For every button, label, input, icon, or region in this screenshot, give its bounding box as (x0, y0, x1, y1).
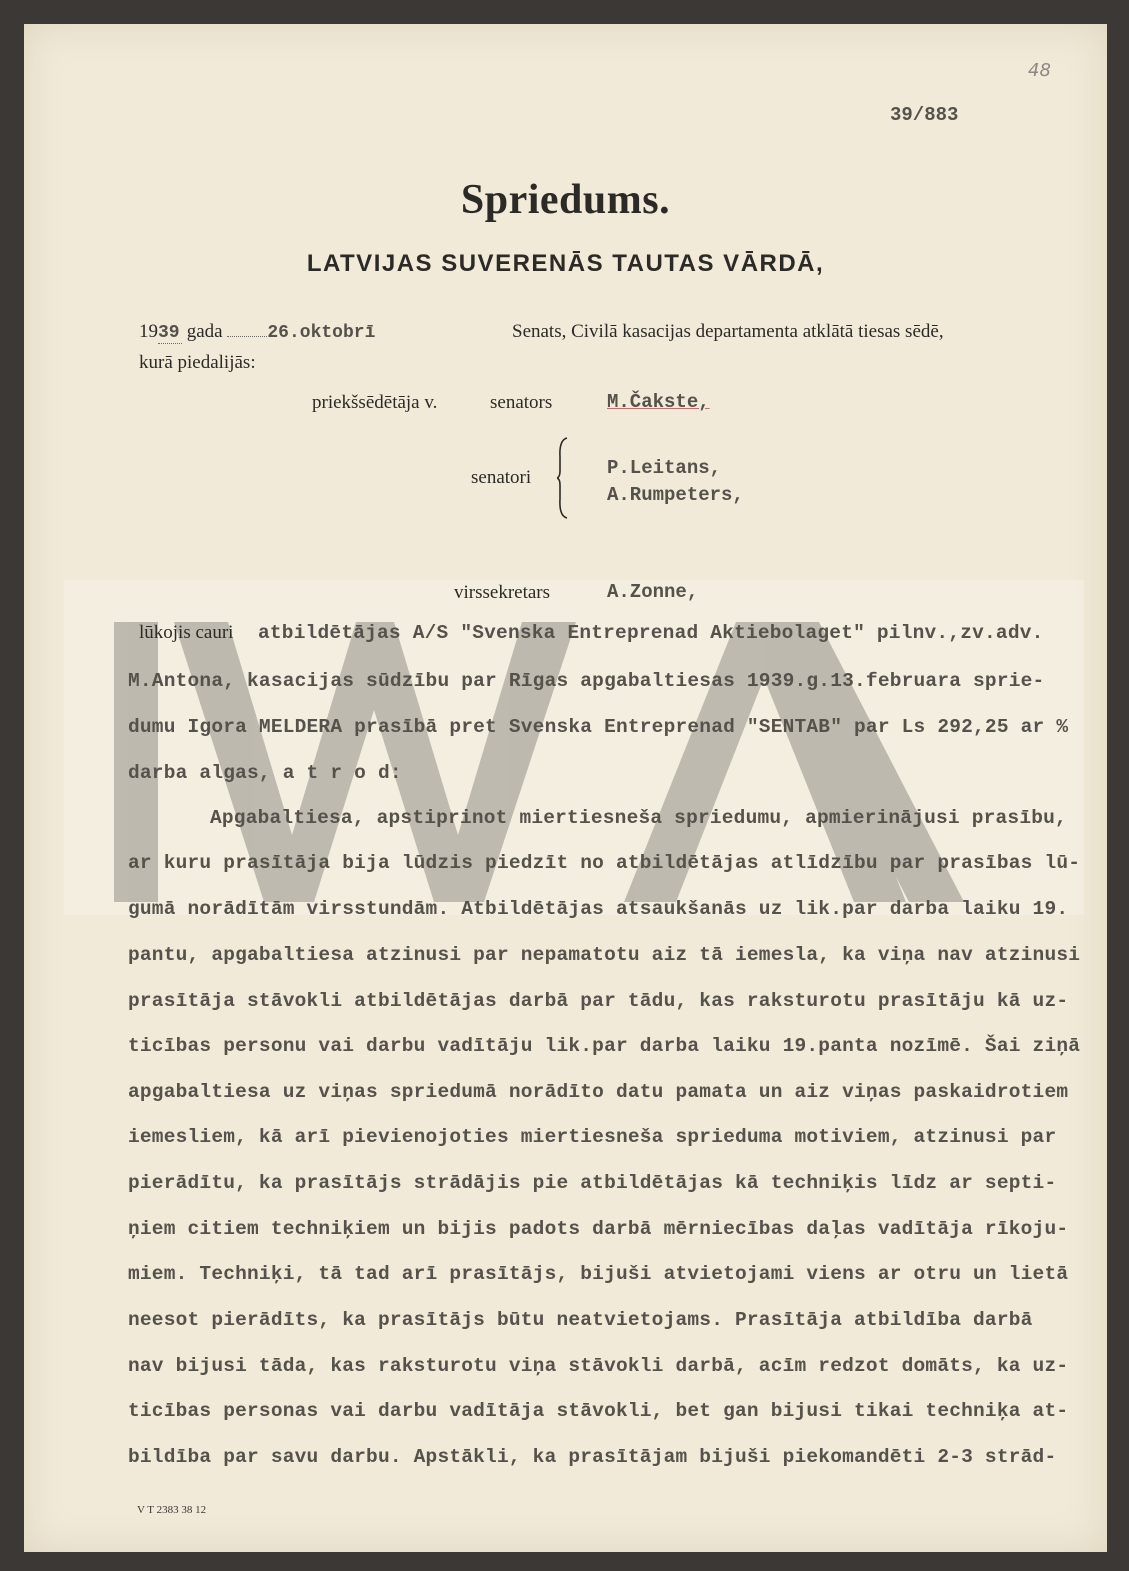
brace-icon (557, 437, 571, 519)
date-day: 26.oktobrī (267, 323, 376, 343)
body-line: gumā norādītām virsstundām. Atbildētājas atsaukšanās uz lik.par darba laiku 19. (128, 898, 1069, 920)
document-title: Spriedums. (460, 177, 671, 223)
body-line: ticības personu vai darbu vadītāju lik.par darba laiku 19.panta nozīmē. Šai ziņā (128, 1035, 1081, 1057)
chair-name: M.Čakste, (607, 391, 710, 413)
body-line: ticības personas vai darbu vadītāja stāvokli, bet gan bijusi tikai techniķa at- (128, 1400, 1069, 1422)
reviewed-label: lūkojis cauri (139, 622, 234, 643)
pencil-page-number: 48 (1028, 60, 1051, 81)
body-line: prasītāja stāvokli atbildētājas darbā par tādu, kas raksturotu prasītāju kā uz- (128, 990, 1069, 1012)
chair-role: senators (490, 392, 553, 413)
court-line: Senats, Civilā kasacijas departamenta atklātā tiesas sēdē, (512, 321, 944, 342)
senator-1: P.Leitans, (607, 457, 722, 479)
body-line: M.Antona, kasacijas sūdzību par Rīgas apgabaltiesas 1939.g.13.februara sprie- (128, 670, 1045, 692)
body-line: neesot pierādīts, ka prasītājs būtu neatvietojams. Prasītāja atbildība darbā (128, 1309, 1033, 1331)
chair-label: priekšsēdētāja v. (312, 392, 438, 413)
body-line: miem. Techniķi, tā tad arī prasītājs, bijuši atvietojami viens ar otru un lietā (128, 1263, 1069, 1285)
date-prefix: 19 (139, 321, 158, 342)
body-line: ar kuru prasītāja bija lūdzis piedzīt no atbildētājas atlīdzību par prasības lū- (128, 852, 1081, 874)
body-line: iemesliem, kā arī pievienojoties miertiesneša sprieduma motiviem, atzinusi par (128, 1126, 1057, 1148)
senator-2: A.Rumpeters, (607, 484, 744, 506)
body-line: nav bijusi tāda, kas raksturotu viņa stāvokli darbā, acīm redzot domāts, ka uz- (128, 1355, 1069, 1377)
body-line: pantu, apgabaltiesa atzinusi par nepamatotu aiz tā iemesla, ka viņa nav atzinusi (128, 944, 1081, 966)
body-line: ņiem citiem techniķiem un bijis padots darbā mērniecības daļas vadītāja rīkoju- (128, 1218, 1069, 1240)
secretary-name: A.Zonne, (607, 581, 699, 603)
print-stamp: V T 2383 38 12 (137, 1504, 207, 1516)
date-gada: gada (186, 321, 223, 342)
body-line: darba algas, a t r o d: (128, 762, 402, 784)
case-number: 39/883 (890, 104, 959, 126)
date-line (139, 321, 375, 344)
attendance-label: kurā piedalijās: (139, 352, 256, 373)
document-subtitle: LATVIJAS SUVERENĀS TAUTAS VĀRDĀ, (306, 250, 825, 277)
senators-label: senatori (471, 467, 532, 488)
date-dots (227, 336, 267, 337)
body-line: dumu Igora MELDERA prasībā pret Svenska Entreprenad "SENTAB" par Ls 292,25 ar % (128, 716, 1069, 738)
date-year: 39 (158, 323, 182, 344)
body-line: atbildētājas A/S "Svenska Entreprenad Aktiebolaget" pilnv.,zv.adv. (258, 622, 1044, 644)
body-line: apgabaltiesa uz viņas spriedumā norādīto datu pamata un aiz viņas paskaidrotiem (128, 1081, 1069, 1103)
secretary-label: virssekretars (454, 582, 551, 603)
body-line: Apgabaltiesa, apstiprinot miertiesneša spriedumu, apmierinājusi prasību, (210, 807, 1067, 829)
body-line: bildība par savu darbu. Apstākli, ka prasītājam bijuši piekomandēti 2-3 strād- (128, 1446, 1057, 1468)
body-line: pierādītu, ka prasītājs strādājis pie atbildētājas kā techniķis līdz ar septi- (128, 1172, 1057, 1194)
document-page (24, 24, 1107, 1552)
